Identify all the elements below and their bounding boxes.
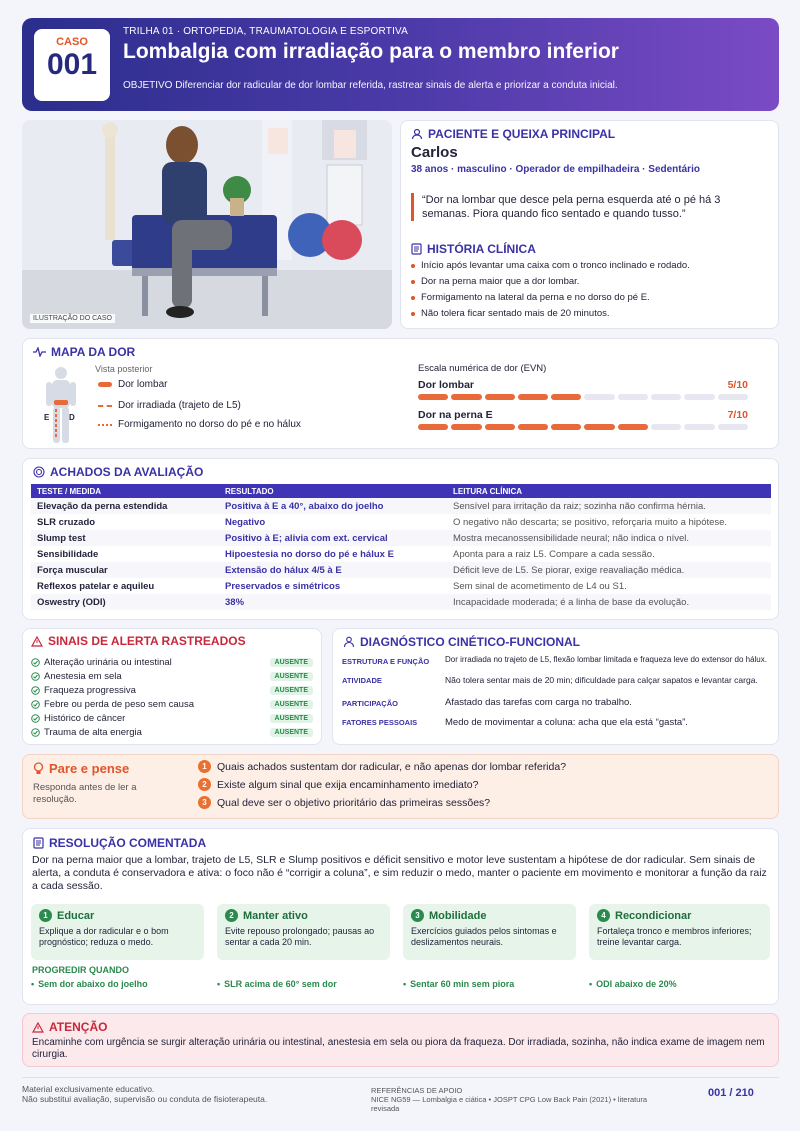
- check-circle-icon: [31, 672, 40, 681]
- references-title: REFERÊNCIAS DE APOIO: [371, 1086, 463, 1095]
- step-number: 2: [225, 909, 238, 922]
- step-card-2: [217, 904, 390, 960]
- pain-bar-segment: [718, 394, 748, 400]
- column-header: LEITURA CLÍNICA: [447, 484, 771, 498]
- body-figure-icon: [41, 365, 81, 445]
- pain-bar-segment: [451, 424, 481, 430]
- pain-bar: [418, 394, 748, 400]
- objective-text: OBJETIVO Diferenciar dor radicular de dor lombar referida, rastrear sinais de alerta e priorizar a conduta inicial.: [123, 80, 618, 91]
- result-cell: Negativo: [225, 516, 266, 528]
- history-item: Não tolera ficar sentado mais de 20 minutos.: [411, 308, 690, 319]
- pain-bar-segment: [518, 424, 548, 430]
- patient-name: Carlos: [411, 144, 458, 161]
- attention-title: [32, 1020, 107, 1034]
- question-text: Qual deve ser o objetivo prioritário das primeiras sessões?: [217, 796, 491, 809]
- pain-map-card: [22, 338, 779, 449]
- step-card-1: [31, 904, 204, 960]
- scale-label: Dor na perna E: [418, 409, 493, 421]
- legend-radiating: [98, 400, 241, 411]
- track-label: TRILHA 01 · ORTOPEDIA, TRAUMATOLOGIA E ESPORTIVA: [123, 26, 409, 37]
- clinical-reading-cell: Sensível para irritação da raiz; sozinha não confirma hérnia.: [447, 498, 771, 514]
- pain-bar-segment: [551, 424, 581, 430]
- step-card-4: [589, 904, 770, 960]
- side-right-label: D: [69, 413, 75, 422]
- pain-scale-low-back: [418, 379, 748, 400]
- step-number: 3: [411, 909, 424, 922]
- table-row: [31, 594, 771, 610]
- warning-icon: [31, 636, 43, 647]
- think-subtitle: Responda antes de ler a resolução.: [33, 782, 137, 805]
- alert-item: [31, 697, 313, 711]
- case-illustration: [22, 120, 392, 329]
- attention-card: [22, 1013, 779, 1067]
- pain-bar: [418, 424, 748, 430]
- step-number: 1: [39, 909, 52, 922]
- test-name-cell: Oswestry (ODI): [31, 594, 219, 610]
- diag-key: FATORES PESSOAIS: [342, 718, 418, 727]
- result-cell: Positiva à E a 40°, abaixo do joelho: [219, 498, 447, 514]
- pain-map-section-label: MAPA DA DOR: [51, 345, 136, 359]
- question-number: 2: [198, 778, 211, 791]
- alerts-list: [31, 655, 313, 739]
- footer-divider: [22, 1077, 779, 1078]
- user-icon: [411, 128, 423, 140]
- pain-bar-segment: [584, 424, 614, 430]
- patient-card: [400, 120, 779, 329]
- disclaimer-line: Material exclusivamente educativo.: [22, 1084, 155, 1094]
- step-description: Exercícios guiados pelos sintomas e deslizamentos neurais.: [411, 926, 557, 947]
- think-title: [33, 761, 129, 776]
- think-card: [22, 754, 779, 819]
- diagnosis-section-label: DIAGNÓSTICO CINÉTICO-FUNCIONAL: [360, 635, 580, 649]
- diag-value: Afastado das tarefas com carga no trabalho.: [445, 697, 632, 708]
- pain-bar-segment: [418, 424, 448, 430]
- pain-bar-segment: [618, 394, 648, 400]
- question-number: 1: [198, 760, 211, 773]
- findings-table: [31, 484, 771, 610]
- check-circle-icon: [31, 658, 40, 667]
- alert-item: [31, 669, 313, 683]
- pain-bar-segment: [651, 424, 681, 430]
- status-badge: AUSENTE: [270, 714, 313, 723]
- check-circle-icon: [31, 686, 40, 695]
- diag-key: ESTRUTURA E FUNÇÃO: [342, 657, 430, 666]
- pain-scale-leg: [418, 409, 748, 430]
- alerts-section-label: SINAIS DE ALERTA RASTREADOS: [48, 634, 246, 648]
- footer-disclaimer: [22, 1084, 267, 1104]
- history-list: [411, 260, 690, 324]
- history-item: Dor na perna maior que a dor lombar.: [411, 276, 690, 287]
- solid-line-swatch: [98, 382, 112, 387]
- pain-bar-segment: [518, 394, 548, 400]
- check-circle-icon: [31, 700, 40, 709]
- legend-tingling: [98, 419, 301, 430]
- pain-bar-segment: [618, 424, 648, 430]
- history-section-title: [411, 242, 536, 256]
- alerts-section-title: [31, 634, 246, 648]
- scale-value: 7/10: [727, 409, 748, 421]
- footer-references: [371, 1086, 676, 1113]
- status-badge: AUSENTE: [270, 658, 313, 667]
- question-1: [198, 760, 566, 773]
- alerts-card: [22, 628, 322, 745]
- findings-section-label: ACHADOS DA AVALIAÇÃO: [50, 465, 204, 479]
- findings-section-title: [33, 465, 203, 479]
- progress-criterion: • ODI abaixo de 20%: [589, 979, 677, 989]
- diagnosis-card: [332, 628, 779, 745]
- status-badge: AUSENTE: [270, 728, 313, 737]
- table-row: [31, 530, 771, 546]
- scale-label: Dor lombar: [418, 379, 475, 391]
- result-cell: Extensão do hálux 4/5 à E: [219, 562, 447, 578]
- alert-label: Histórico de câncer: [44, 712, 126, 724]
- table-row: [31, 578, 771, 594]
- pulse-icon: [33, 347, 46, 357]
- pain-bar-segment: [418, 394, 448, 400]
- attention-text: Encaminhe com urgência se surgir alteração urinária ou intestinal, anestesia em sela ou piora da fraqueza. Dor irradiada, sozinha, não indica exame de imagem nem cirurgia.: [32, 1037, 765, 1060]
- patient-details: 38 anos · masculino · Operador de empilhadeira · Sedentário: [411, 164, 700, 175]
- question-text: Existe algum sinal que exija encaminhamento imediato?: [217, 778, 479, 791]
- column-header: TESTE / MEDIDA: [31, 484, 219, 498]
- check-circle-icon: [31, 714, 40, 723]
- result-cell: Positivo à E; alivia com ext. cervical: [219, 530, 447, 546]
- attention-title-label: ATENÇÃO: [49, 1020, 108, 1034]
- progress-criterion: • Sem dor abaixo do joelho: [31, 979, 148, 989]
- view-label: Vista posterior: [95, 364, 153, 374]
- scale-value: 5/10: [727, 379, 748, 391]
- pain-bar-segment: [651, 394, 681, 400]
- diag-key: ATIVIDADE: [342, 676, 382, 685]
- history-section-label: HISTÓRIA CLÍNICA: [427, 242, 536, 256]
- warning-icon: [32, 1022, 44, 1033]
- clinical-reading-cell: Sem sinal de acometimento de L4 ou S1.: [453, 580, 627, 592]
- progress-criterion: • SLR acima de 60° sem dor: [217, 979, 337, 989]
- table-row: [31, 546, 771, 562]
- pain-bar-segment: [485, 394, 515, 400]
- status-badge: AUSENTE: [270, 686, 313, 695]
- case-number: 001: [46, 48, 98, 81]
- step-description: Evite repouso prolongado; pausas ao sentar a cada 20 min.: [225, 926, 375, 947]
- patient-section-title: [411, 127, 615, 141]
- alert-label: Trauma de alta energia: [44, 726, 142, 738]
- step-title: Mobilidade: [429, 909, 487, 922]
- diag-value: Dor irradiada no trajeto de L5, flexão lombar limitada e fraqueza leve do extensor do hálux.: [445, 655, 767, 664]
- clinical-reading-cell: Aponta para a raiz L5. Compare a cada sessão.: [453, 548, 655, 560]
- history-item: Formigamento na lateral da perna e no dorso do pé E.: [411, 292, 690, 303]
- resolution-text: Dor na perna maior que a lombar, trajeto de L5, SLR e Slump positivos e déficit sensitivo e motor leve sustentam a hipótese de dor radicular. Sem sinais de alerta, a conduta é conservadora e ativa: o foco não é “corrigir a coluna”, e sim reduzir o medo, manter o paciente em movimento e monitorar a função da raiz a cada sessão.: [32, 854, 767, 892]
- step-title: Educar: [57, 909, 95, 922]
- document-icon: [411, 243, 422, 255]
- column-header: RESULTADO: [219, 484, 447, 498]
- status-badge: AUSENTE: [270, 700, 313, 709]
- case-header: [22, 18, 779, 111]
- pain-bar-segment: [451, 394, 481, 400]
- patient-quote: “Dor na lombar que desce pela perna esquerda até o pé há 3 semanas. Piora quando fico sentado e quando tusso.”: [411, 193, 766, 221]
- pain-scale-title: Escala numérica de dor (EVN): [418, 363, 547, 374]
- test-name-cell: Slump test: [31, 530, 219, 546]
- alert-item: [31, 655, 313, 669]
- step-description: Fortaleça tronco e membros inferiores; treine levantar carga.: [597, 926, 752, 947]
- disclaimer-line: Não substitui avaliação, supervisão ou conduta de fisioterapeuta.: [22, 1094, 268, 1104]
- test-name-cell: Força muscular: [31, 562, 219, 578]
- diag-key: PARTICIPAÇÃO: [342, 699, 398, 708]
- pain-bar-segment: [551, 394, 581, 400]
- alert-item: [31, 725, 313, 739]
- step-title: Recondicionar: [615, 909, 692, 922]
- test-name-cell: Reflexos patelar e aquileu: [37, 580, 155, 592]
- dotted-line-swatch: [98, 424, 112, 426]
- question-3: [198, 796, 490, 809]
- question-2: [198, 778, 478, 791]
- table-row: [31, 514, 771, 530]
- case-number-box: [34, 29, 110, 101]
- table-row: [31, 562, 771, 578]
- target-icon: [33, 466, 45, 478]
- table-row: [31, 498, 771, 514]
- pain-bar-segment: [584, 394, 614, 400]
- pain-bar-segment: [718, 424, 748, 430]
- progress-criterion: • Sentar 60 min sem piora: [403, 979, 514, 989]
- resolution-section-title: [33, 836, 206, 850]
- result-cell: 38%: [219, 594, 447, 610]
- test-name-cell: Sensibilidade: [37, 548, 99, 560]
- result-cell: Preservados e simétricos: [225, 580, 341, 592]
- patient-illustration: [22, 120, 392, 329]
- legend-low-back: [98, 379, 167, 390]
- step-number: 4: [597, 909, 610, 922]
- legend-label: Dor irradiada (trajeto de L5): [118, 400, 241, 411]
- step-title: Manter ativo: [243, 909, 308, 922]
- clinical-reading-cell: Mostra mecanossensibilidade neural; não indica o nível.: [447, 530, 771, 546]
- check-circle-icon: [31, 728, 40, 737]
- patient-section-label: PACIENTE E QUEIXA PRINCIPAL: [428, 127, 616, 141]
- think-title-label: Pare e pense: [49, 761, 130, 776]
- clinical-reading-cell: Déficit leve de L5. Se piorar, exige reavaliação médica.: [447, 562, 771, 578]
- step-description: Explique a dor radicular e o bom prognóstico; reduza o medo.: [39, 926, 169, 947]
- alert-label: Alteração urinária ou intestinal: [44, 656, 172, 668]
- diagnosis-section-title: [343, 635, 580, 649]
- history-item: Início após levantar uma caixa com o tronco inclinado e rodado.: [411, 260, 690, 271]
- legend-label: Dor lombar: [118, 379, 168, 390]
- case-label: CASO: [56, 36, 88, 48]
- clinical-reading-cell: Incapacidade moderada; é a linha de base da evolução.: [447, 594, 771, 610]
- illustration-caption: ILUSTRAÇÃO DO CASO: [30, 314, 115, 323]
- alert-item: [31, 683, 313, 697]
- pain-bar-segment: [684, 394, 714, 400]
- page-number: 001 / 210: [708, 1087, 754, 1099]
- page-title: Lombalgia com irradiação para o membro inferior: [123, 40, 619, 63]
- pain-bar-segment: [485, 424, 515, 430]
- diag-value: Medo de movimentar a coluna: acha que ela está “gasta”.: [445, 717, 688, 728]
- legend-label: Formigamento no dorso do pé e no hálux: [118, 419, 301, 430]
- resolution-section-label: RESOLUÇÃO COMENTADA: [49, 836, 207, 850]
- findings-card: [22, 458, 779, 620]
- status-badge: AUSENTE: [270, 672, 313, 681]
- clinical-reading-cell: O negativo não descarta; se positivo, reforçaria muito a hipótese.: [453, 516, 728, 528]
- question-number: 3: [198, 796, 211, 809]
- test-name-cell: SLR cruzado: [37, 516, 96, 528]
- alert-item: [31, 711, 313, 725]
- diag-value: Não tolera sentar mais de 20 min; dificuldade para calçar sapatos e levantar carga.: [445, 675, 758, 685]
- step-card-3: [403, 904, 576, 960]
- question-text: Quais achados sustentam dor radicular, e não apenas dor lombar referida?: [217, 760, 567, 773]
- test-name-cell: Elevação da perna estendida: [31, 498, 219, 514]
- alert-label: Fraqueza progressiva: [44, 684, 136, 696]
- person-icon: [343, 636, 355, 648]
- progress-title: PROGREDIR QUANDO: [32, 965, 130, 975]
- pain-map-section-title: [33, 345, 135, 359]
- document-icon: [33, 837, 44, 849]
- alert-label: Febre ou perda de peso sem causa: [44, 698, 194, 710]
- result-cell: Hipoestesia no dorso do pé e hálux E: [225, 548, 394, 560]
- side-left-label: E: [44, 413, 50, 422]
- table-header: [31, 484, 771, 498]
- lightbulb-icon: [33, 762, 44, 776]
- pain-bar-segment: [684, 424, 714, 430]
- references-text: NICE NG59 — Lombalgia e ciática • JOSPT CPG Low Back Pain (2021) • literatura revisada: [371, 1095, 648, 1113]
- alert-label: Anestesia em sela: [44, 670, 122, 682]
- dashed-line-swatch: [98, 405, 112, 407]
